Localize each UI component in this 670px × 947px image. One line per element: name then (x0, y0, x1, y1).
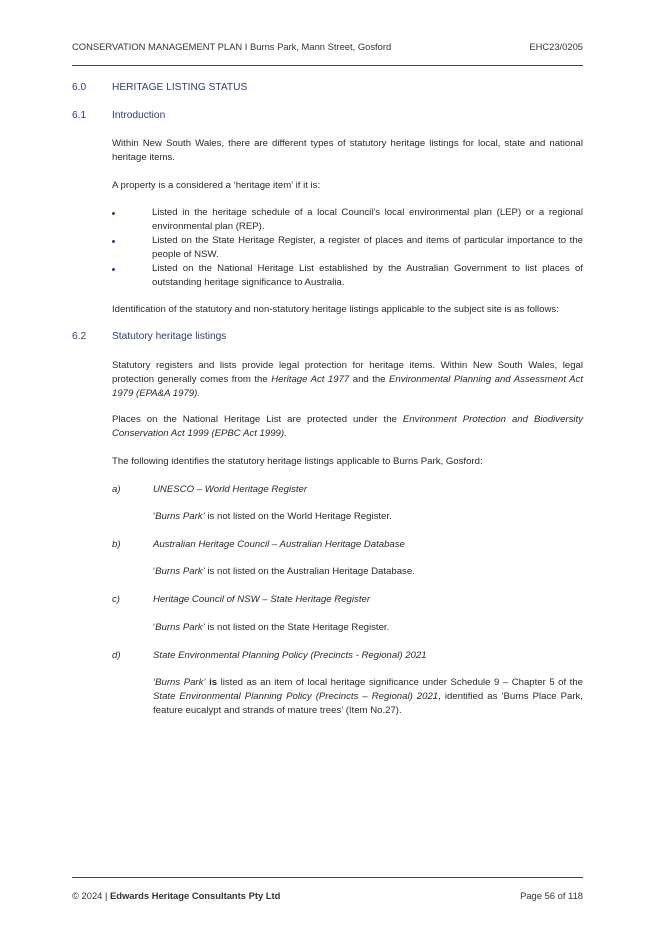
bullet-icon (112, 268, 115, 271)
section-number: 6.0 (72, 82, 87, 93)
list-item: Listed on the State Heritage Register, a register of places and items of particular importance to the people of NSW. (112, 234, 583, 262)
company-name: Edwards Heritage Consultants Pty Ltd (110, 890, 281, 901)
item-status: ‘Burns Park’ is not listed on the World Heritage Register. (153, 511, 392, 522)
item-letter: d) (112, 650, 121, 661)
item-letter: a) (112, 484, 121, 495)
item-title: Heritage Council of NSW – State Heritage Register (153, 594, 371, 605)
header-reference-number: EHC23/0205 (529, 41, 583, 52)
section-title: Introduction (112, 110, 166, 121)
footer-divider (72, 877, 583, 878)
list-item: Listed on the National Heritage List established by the Australian Government to list places of outstanding heritage significance to Australia. (112, 262, 583, 290)
item-status: ‘Burns Park’ is not listed on the Australian Heritage Database. (153, 566, 415, 577)
item-status: ‘Burns Park’ is not listed on the State Heritage Register. (153, 622, 390, 633)
bullet-icon (112, 212, 115, 215)
item-title: UNESCO – World Heritage Register (153, 484, 308, 495)
paragraph: Places on the National Heritage List are protected under the Environment Protection and Biodiversity Conservation Act 1999 (EPBC Act 1999). (112, 414, 584, 439)
section-title: Statutory heritage listings (112, 331, 227, 342)
item-letter: b) (112, 539, 121, 550)
paragraph: Identification of the statutory and non-statutory heritage listings applicable to the subject site is as follows: (112, 304, 559, 315)
item-title: State Environmental Planning Policy (Precincts - Regional) 2021 (153, 650, 427, 661)
paragraph: A property is a considered a ‘heritage item’ if it is: (112, 180, 321, 191)
paragraph: Statutory registers and lists provide legal protection for heritage items. Within New South Wales, legal protection generally comes from the Heritage Act 1977 and the Environmental Planning and Assessment Act 1979 (EPA&A 1979). (112, 360, 583, 399)
header-document-title: CONSERVATION MANAGEMENT PLAN I Burns Park, Mann Street, Gosford (72, 41, 392, 52)
section-number: 6.1 (72, 110, 87, 121)
section-title: HERITAGE LISTING STATUS (112, 82, 248, 93)
paragraph: Within New South Wales, there are different types of statutory heritage listings for local, state and national heritage items. (112, 138, 583, 163)
item-title: Australian Heritage Council – Australian Heritage Database (153, 539, 405, 550)
header-divider (72, 65, 583, 66)
item-status: ‘Burns Park’ is listed as an item of local heritage significance under Schedule 9 – Chapter 5 of the State Environmental Planning Policy (Precincts – Regional) 2021, identified as ‘Burns Place Park, feature eucalypt and strands of mature trees’ (Item No.27). (153, 677, 584, 716)
page-header (72, 41, 583, 55)
paragraph: The following identifies the statutory heritage listings applicable to Burns Park, Gosford: (112, 456, 483, 467)
section-number: 6.2 (72, 331, 87, 342)
list-item: Listed in the heritage schedule of a local Council's local environmental plan (LEP) or a regional environmental plan (REP). (112, 206, 583, 234)
item-letter: c) (112, 594, 120, 605)
footer-copyright: © 2024 | Edwards Heritage Consultants Pty Ltd (72, 890, 281, 901)
page-number: Page 56 of 118 (520, 890, 583, 901)
bullet-icon (112, 240, 115, 243)
bullet-list (112, 206, 583, 290)
